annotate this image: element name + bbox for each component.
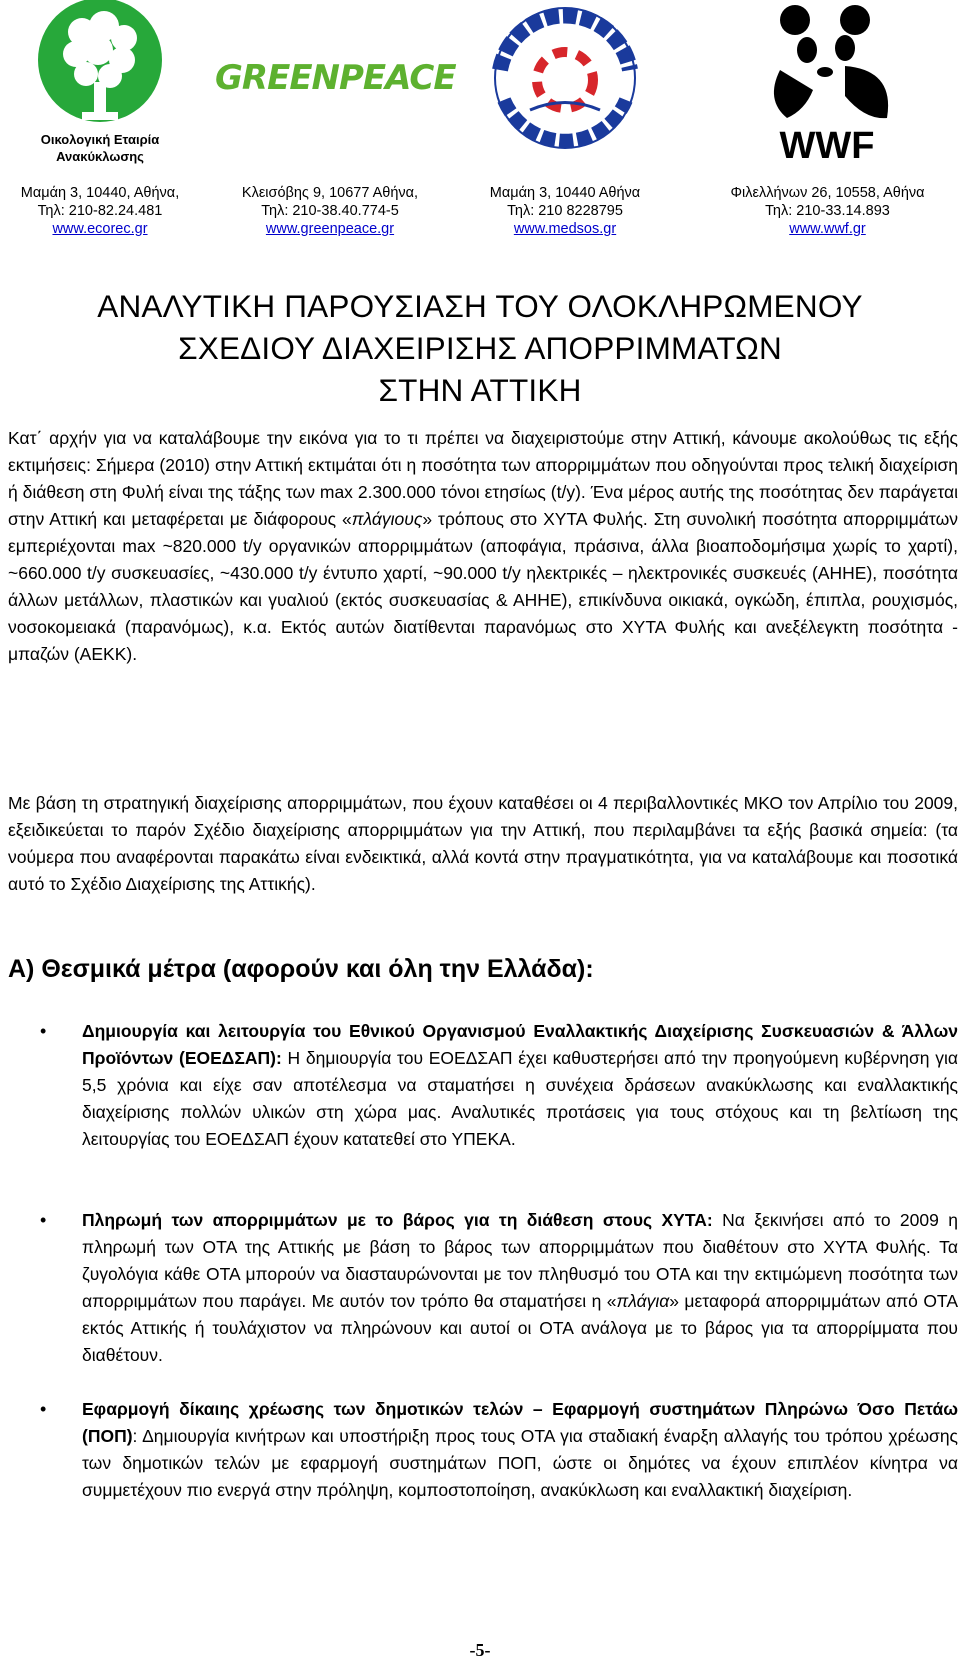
intro-paragraph bbox=[8, 425, 958, 668]
bullet-icon: • bbox=[40, 1399, 47, 1419]
ecorec-contact bbox=[0, 184, 200, 238]
bullet-icon: • bbox=[40, 1021, 47, 1041]
measures-list bbox=[40, 1018, 958, 1504]
greenpeace-logo bbox=[215, 0, 456, 160]
title-line-2: ΣΧΕΔΙΟΥ ΔΙΑΧΕΙΡΙΣΗΣ ΑΠΟΡΡΙΜΜΑΤΩΝ bbox=[178, 330, 782, 366]
ecorec-phone: Τηλ: 210-82.24.481 bbox=[37, 203, 163, 219]
strategy-paragraph: Με βάση τη στρατηγική διαχείρισης απορριμμάτων, που έχουν καταθέσει οι 4 περιβαλλοντικές ΜΚΟ τον Απρίλιο του 2009, εξειδικεύεται το παρόν Σχέδιο διαχείρισης απορριμμάτων για την Αττική, που περιλαμβάνει τα εξής βασικά σημεία: (τα νούμερα που αναφέρονται παρακάτω είναι ενδεικτικά, αλλά κοντά στην πραγματικότητα, για να καταλάβουμε και ποσοτικά αυτό το Σχέδιο Διαχείρισης της Αττικής). bbox=[8, 793, 958, 894]
medsos-logo bbox=[460, 0, 670, 160]
lifebuoy-icon bbox=[460, 0, 670, 160]
ecorec-address: Μαμάη 3, 10440, Αθήνα, bbox=[20, 185, 180, 201]
organisations-header bbox=[0, 0, 960, 260]
intro-italic: πλάγιους bbox=[351, 509, 423, 529]
greenpeace-wordmark: GREENPEACE bbox=[215, 58, 456, 98]
section-heading: Α) Θεσμικά μέτρα (αφορούν και όλη την Ελλάδα): bbox=[8, 955, 594, 983]
list-item bbox=[40, 1396, 958, 1504]
medsos-phone: Τηλ: 210 8228795 bbox=[507, 203, 623, 219]
ecorec-link[interactable]: www.ecorec.gr bbox=[52, 221, 148, 237]
greenpeace-contact bbox=[215, 184, 445, 238]
ecorec-name: Οικολογική Εταιρία Ανακύκλωσης bbox=[40, 132, 160, 164]
medsos-address: Μαμάη 3, 10440 Αθήνα bbox=[489, 185, 641, 201]
list-item bbox=[40, 1018, 958, 1207]
greenpeace-phone: Τηλ: 210-38.40.774-5 bbox=[261, 203, 399, 219]
svg-text:WWF: WWF bbox=[779, 125, 875, 165]
list-item-bold: Εφαρμογή δίκαιης χρέωσης των δημοτικών τελών – Εφαρμογή συστημάτων Πληρώνω Όσο Πετάω (ΠΟΠ) bbox=[82, 1399, 958, 1446]
list-item-bold: Δημιουργία και λειτουργία του Εθνικού Οργανισμού Εναλλακτικής Διαχείρισης Συσκευασιών & Άλλων Προϊόντων (ΕΟΕΔΣΑΠ): bbox=[82, 1021, 958, 1068]
wwf-contact bbox=[695, 184, 960, 238]
wwf-link[interactable]: www.wwf.gr bbox=[789, 221, 866, 237]
medsos-contact bbox=[460, 184, 670, 238]
wwf-address: Φιλελλήνων 26, 10558, Αθήνα bbox=[730, 185, 925, 201]
medsos-link[interactable]: www.medsos.gr bbox=[513, 221, 617, 237]
list-item bbox=[40, 1207, 958, 1396]
list-item-bold: Πληρωμή των απορριμμάτων με το βάρος για τη διάθεση στους ΧΥΤΑ: bbox=[82, 1210, 713, 1230]
wwf-phone: Τηλ: 210-33.14.893 bbox=[765, 203, 890, 219]
list-item-italic: πλάγια bbox=[616, 1291, 670, 1311]
title-line-3: ΣΤΗΝ ΑΤΤΙΚΗ bbox=[378, 372, 582, 408]
greenpeace-address: Κλεισόβης 9, 10677 Αθήνα, bbox=[241, 185, 419, 201]
page-number: -5- bbox=[469, 1640, 491, 1660]
list-item-text: : Δημιουργία κινήτρων και υποστήριξη προς τους ΟΤΑ για σταδιακή έναρξη αλλαγής του τρόπου χρέωσης των δημοτικών τελών με εφαρμογή συστημάτων ΠΟΠ, ώστε οι δημότες να έχουν επιπλέον κίνητρα να συμμετέχουν πιο ενεργά στην πρόληψη, κομποστοποίηση, ανακύκλωση και εναλλακτική διαχείριση. bbox=[82, 1426, 958, 1500]
list-item-text: Η δημιουργία του ΕΟΕΔΣΑΠ έχει καθυστερήσει από την προηγούμενη κυβέρνηση για 5,5 χρόνια και είχε σαν αποτέλεσμα να σταματήσει η συνέχεια δράσεων ανακύκλωσης και εναλλακτικής διαχείρισης πολλών υλικών στη χώρα μας. Αναλυτικές προτάσεις για τους στόχους και τη βελτίωση της λειτουργίας του ΕΟΕΔΣΑΠ έχουν κατατεθεί στο ΥΠΕΚΑ. bbox=[82, 1048, 959, 1149]
tree-icon bbox=[0, 0, 200, 130]
panda-icon bbox=[695, 0, 960, 165]
intro-text-a: Κατ΄ αρχήν για να καταλάβουμε την εικόνα για το τι πρέπει να διαχειριστούμε στην Αττική, κάνουμε ακολούθως τις εξής εκτιμήσεις: Σήμερα (2010) στην Αττική εκτιμάται ότι η ποσότητα των απορριμμάτων που οδηγούνται προς τελική διαχείριση ή διάθεση στη Φυλή είναι της τάξης των max 2.300.000 τόνοι ετησίως (t/y). Ένα μέρος αυτής της ποσότητας δεν παράγεται στην Αττική και μεταφέρεται με διάφορους « bbox=[8, 428, 958, 529]
intro-text-b: » τρόπους στο ΧΥΤΑ Φυλής. Στη συνολική ποσότητα απορριμμάτων εμπεριέχονται max ~820.000 t/y οργανικών απορριμμάτων (αποφάγια, πράσινα, άλλα βιοαποδομήσιμα χωρίς το χαρτί), ~660.000 t/y συσκευασίες, ~430.000 t/y έντυπο χαρτί, ~90.000 t/y ηλεκτρικές – ηλεκτρονικές συσκευές (ΑΗΗΕ), ποσότητα άλλων μετάλλων, πλαστικών και γυαλιού (εκτός συσκευασίας & ΑΗΗΕ), επικίνδυνα οικιακά, ογκώδη, έπιπλα, ρουχισμός, νοσοκομειακά (παρανόμως), κ.α. Εκτός αυτών διατίθενται παρανόμως στο ΧΥΤΑ Φυλής και ανεξέλεγκτη ποσότητα - μπαζών (ΑΕΚΚ). bbox=[8, 509, 958, 664]
document-title bbox=[0, 285, 960, 411]
wwf-logo bbox=[695, 0, 960, 165]
greenpeace-link[interactable]: www.greenpeace.gr bbox=[265, 221, 395, 237]
list-item-text-2: » μεταφορά απορριμμάτων από ΟΤΑ εκτός Αττικής ή τουλάχιστον να πληρώνουν και αυτοί οι ΟΤΑ ανάλογα με το βάρος για τα απορρίμματα που διαθέτουν. bbox=[82, 1291, 958, 1365]
bullet-icon: • bbox=[40, 1210, 47, 1230]
title-line-1: ΑΝΑΛΥΤΙΚΗ ΠΑΡΟΥΣΙΑΣΗ ΤΟΥ ΟΛΟΚΛΗΡΩΜΕΝΟΥ bbox=[97, 288, 863, 324]
list-item-text: Να ξεκινήσει από το 2009 η πληρωμή των ΟΤΑ της Αττικής με βάση το βάρος των απορριμμάτων που διαθέτουν στο ΧΥΤΑ Φυλής. Τα ζυγολόγια κάθε ΟΤΑ μπορούν να διασταυρώνονται με τον πληθυσμό του ΟΤΑ και την εκτιμώμενη ποσότητα των απορριμμάτων που παράγει. Με αυτόν τον τρόπο θα σταματήσει η « bbox=[82, 1210, 958, 1311]
